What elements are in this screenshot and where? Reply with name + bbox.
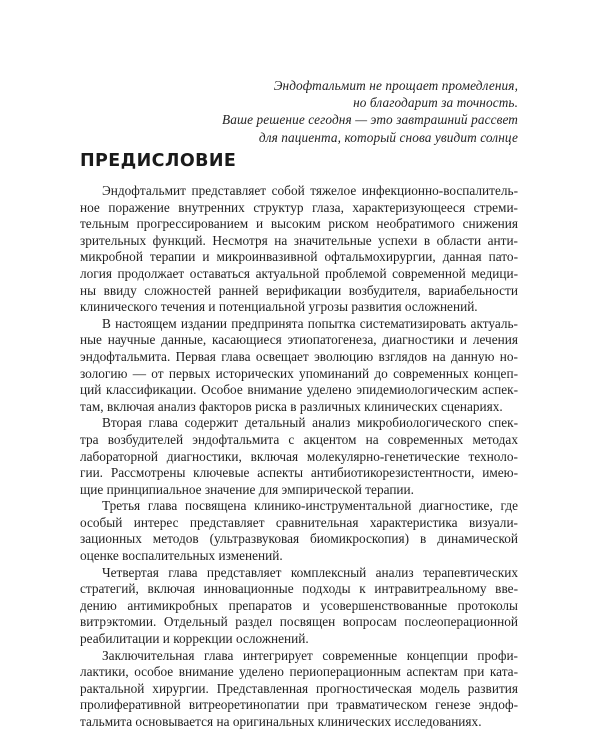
text-line: Четвертая глава представляет комплексный анализ терапевтических <box>102 564 518 580</box>
paragraph-chapter-one <box>80 316 518 416</box>
text-line: щие принципиальное значение для эмпирической терапии. <box>80 481 414 497</box>
text-line: ные научные данные, касающиеся этиопатогенеза, диагностики и лечения <box>80 332 518 348</box>
epigraph-line: но благодарит за точность. <box>353 95 518 111</box>
text-line: Третья глава посвящена клинико-инструментальной диагностике, где <box>102 498 518 514</box>
text-line: клинического течения и потенциальной угрозы развития осложнений. <box>80 299 478 315</box>
text-line: тальмита основывается на оригинальных клинических исследованиях. <box>80 714 482 729</box>
epigraph-line: Ваше решение сегодня — это завтрашний рассвет <box>222 112 518 128</box>
paragraph-intro <box>80 183 518 316</box>
text-line: эндофтальмита. Первая глава освещает эволюцию взглядов на данную но- <box>80 348 518 364</box>
text-line: Эндофтальмит представляет собой тяжелое инфекционно-воспалитель- <box>102 183 518 198</box>
text-line: реабилитации и коррекции осложнений. <box>80 631 309 647</box>
text-line: логия продолжает оставаться актуальной проблемой современной медици- <box>80 265 518 281</box>
text-line: зрительных функций. Несмотря на значительные успехи в области анти- <box>80 232 518 248</box>
text-line: витрэктомии. Отдельный раздел посвящен вопросам послеоперационной <box>80 614 518 630</box>
text-line: Заключительная глава интегрирует современные концепции профи- <box>102 647 518 663</box>
epigraph-line: для пациента, который снова увидит солнце <box>258 129 518 145</box>
text-line: ное поражение внутренних структур глаза, характеризующееся стреми- <box>80 199 518 215</box>
text-line: оценке воспалительных изменений. <box>80 548 283 564</box>
text-line: Вторая глава содержит детальный анализ микробиологического спек- <box>102 415 518 431</box>
text-line: микробной терапии и микроинвазивной офтальмохирургии, данная пато- <box>80 249 518 265</box>
text-line: лактики, особое внимание уделено периоперационным аспектам при ката- <box>80 664 518 680</box>
epigraph <box>180 77 518 146</box>
text-line: гии. Рассмотрены ключевые аспекты антибиотикорезистентности, имею- <box>80 465 518 481</box>
text-line: стратегий, включая инновационные подходы к интравитреальному вве- <box>80 581 518 597</box>
text-line: рактальной хирургии. Представленная прогностическая модель развития <box>80 680 518 696</box>
text-line: зационных методов (ультразвуковая биомикроскопия) в динамической <box>80 531 518 547</box>
section-heading: ПРЕДИСЛОВИЕ <box>80 151 237 171</box>
text-line: тельным прогрессированием и высоким риском необратимого снижения <box>80 216 518 232</box>
text-line: зологию — от первых исторических упоминаний до современных концеп- <box>80 365 518 381</box>
paragraph-chapter-three <box>80 498 518 564</box>
text-line: ций классификации. Особое внимание уделено эпидемиологическим аспек- <box>80 382 518 398</box>
epigraph-line: Эндофтальмит не прощает промедления, <box>273 78 518 93</box>
paragraph-chapter-four <box>80 565 518 648</box>
text-line: В настоящем издании предпринята попытка систематизировать актуаль- <box>102 315 518 331</box>
preface-body <box>80 183 518 731</box>
text-line: пролиферативной витреоретинопатии при травматическом генезе эндоф- <box>80 697 518 713</box>
text-line: тра возбудителей эндофтальмита с акцентом на современных методах <box>80 431 518 447</box>
paragraph-final-chapter <box>80 648 518 731</box>
text-line: там, включая анализ факторов риска в различных клинических сценариях. <box>80 398 503 414</box>
paragraph-chapter-two <box>80 415 518 498</box>
text-line: ны ввиду сложностей ранней верификации возбудителя, вариабельности <box>80 282 518 298</box>
text-line: дению антимикробных препаратов и усовершенствованные протоколы <box>80 597 518 613</box>
text-line: особый интерес представляет сравнительная характеристика визуали- <box>80 514 518 530</box>
text-line: лабораторной диагностики, включая молекулярно-генетические техноло- <box>80 448 518 464</box>
